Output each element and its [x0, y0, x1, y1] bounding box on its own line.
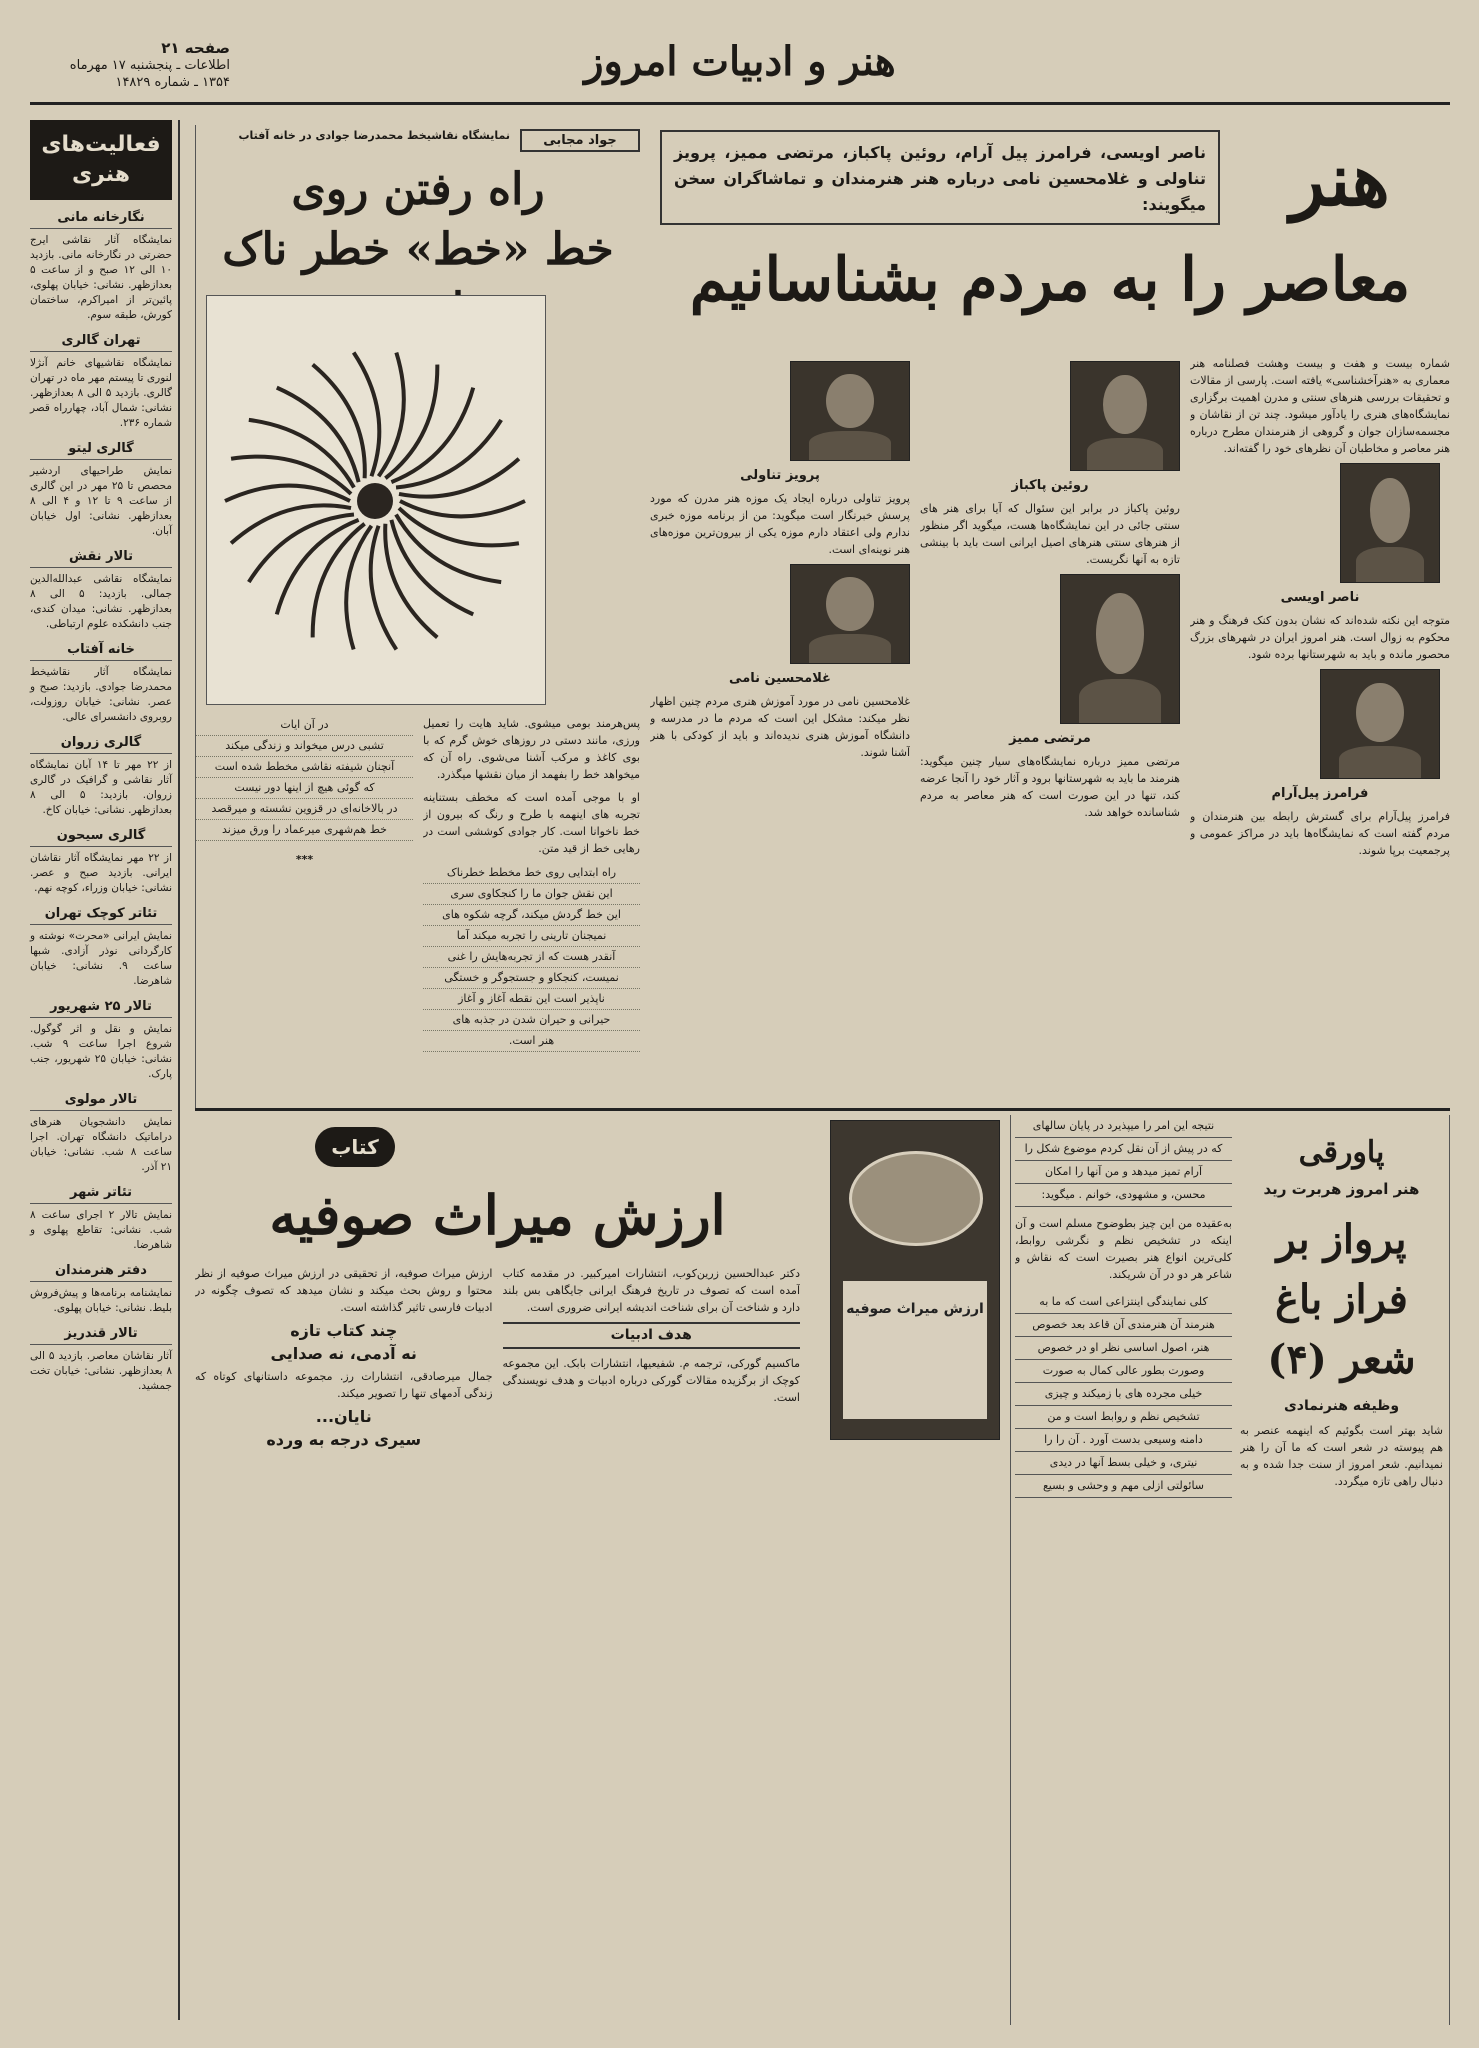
section-tag: کتاب — [315, 1127, 395, 1167]
text-line: این نقش جوان ما را کنجکاوی سری — [423, 884, 640, 905]
calligraphy-stroke — [346, 526, 371, 650]
paragraph: او با موجی آمده است که مخطف بستناینه تجربه های اینهمه با طرح و رنگ که بیرون از خط ناخوانا است. کار جوادی کوششی است در رهایی خط از قید متن. — [423, 791, 640, 855]
gallery-entry — [30, 549, 172, 632]
photo-caption: مرتضی ممیز — [1009, 731, 1091, 746]
text-line: راه ابتدایی روی خط مخطط خطرناک — [423, 863, 640, 884]
text-line: خیلی مجرده های با زمیکند و چیزی — [1015, 1383, 1232, 1406]
portrait-photo — [1340, 463, 1440, 583]
gallery-title: نگارخانه مانی — [30, 210, 172, 229]
gallery-title: تالار نقش — [30, 549, 172, 568]
text-line: هنر، اصول اساسی نظر او در خصوص — [1015, 1337, 1232, 1360]
paragraph: ماکسیم گورکی، ترجمه م. شفیعیها، انتشارات بابک. این مجموعه کوچک از برگزیده مقالات گورکی درباره ادبیات و هدف نویسندگی است. — [502, 1357, 800, 1404]
article-column — [423, 715, 640, 1110]
issue-info — [40, 40, 230, 91]
lined-text — [1015, 1115, 1232, 1207]
issue-line: اطلاعات ـ پنجشنبه ۱۷ مهرماه — [69, 58, 230, 73]
gallery-text: نمایش طراحیهای اردشیر محصص تا ۲۵ مهر در این گالری از ساعت ۹ تا ۱۲ و ۴ الی ۸ بعدازظهر. نشانی: اول خیابان آبان. — [30, 465, 173, 537]
photo-caption: غلامحسین نامی — [729, 671, 831, 686]
cover-title: ارزش میراث صوفیه — [843, 1281, 987, 1419]
gallery-entry — [30, 210, 172, 323]
serial-tag: پاورقی — [1298, 1135, 1385, 1170]
calligraphy-stroke — [400, 501, 525, 516]
calligraphy-stroke — [225, 486, 350, 501]
text-line: هنرمند آن هنرمندی آن قاعد بعد خصوص — [1015, 1314, 1232, 1337]
gallery-entry — [30, 333, 172, 431]
serial-headline: پرواز بر فراز باغ شعر (۴) — [1267, 1216, 1416, 1383]
photo-caption: پرویز تناولی — [740, 468, 820, 483]
gallery-entry — [30, 642, 172, 725]
gallery-entry — [30, 828, 172, 896]
text-line: این خط گردش میکند، گرچه شکوه های — [423, 905, 640, 926]
article-column — [650, 355, 910, 1110]
calligraphy-article — [195, 125, 640, 1110]
photo-caption: ناصر اویسی — [1280, 590, 1360, 605]
paragraph: پرویز تناولی درباره ایجاد یک موزه هنر مدرن که مورد پرسش خبرنگار است میگوید: من از برنامه موزه خبری ندارم ولی اعتقاد دارم موزه یکی از بیرون‌ترین موزه‌های هنر نوینه‌ای است. — [650, 492, 910, 556]
gallery-title: گالری لیتو — [30, 441, 172, 460]
calligraphy-stroke — [396, 515, 501, 583]
gallery-entry — [30, 735, 172, 818]
gallery-text: نمایش ایرانی «محرت» نوشته و کارگردانی نوذر آزادی. شبها ساعت ۹. نشانی: خیابان شاهرضا. — [30, 930, 172, 987]
lined-text — [1015, 1291, 1232, 1498]
book-review — [195, 1115, 800, 2025]
page-number: صفحه ۲۱ — [161, 39, 230, 57]
gallery-text: نمایش تالار ۲ اجرای ساعت ۸ شب. نشانی: تقاطع پهلوی و شاهرضا. — [30, 1209, 172, 1251]
paragraph: متوجه این نکته شده‌اند که نشان بدون کنک فرهنگ و هنر محکوم به زوال است. هنر امروز ایران در شهرهای بزرگ محصور مانده و باید به شهرستانها برده شود. — [1190, 614, 1450, 661]
article-column — [196, 715, 413, 1110]
gallery-entry — [30, 1326, 172, 1394]
text-line: حیرانی و حیران شدن در جذبه های — [423, 1010, 640, 1031]
paragraph: به‌عقیده من این چیز بطوضوح مسلم است و آن اینکه در تشخیص نظم و نگرشی روابط، کلی‌ترین انواع هنر بصیرت است که نقاش و شاعر هر دو در آن شریکند. — [1015, 1217, 1232, 1281]
paragraph: شاید بهتر است بگوئیم که اینهمه عنصر به هم پیوسته در شعر است که ما آن را هنر نمیدانیم. شعر امروز از سنت جدا شده و به دنبال راهی تازه میگردد. — [1240, 1424, 1443, 1488]
article-columns — [195, 1265, 800, 2025]
gallery-title: تئاتر شهر — [30, 1185, 172, 1204]
gallery-text: نمایشگاه آثار نقاشیخط محمدرضا جوادی. بازدید: صبح و عصر. نشانی: خیابان روزولت، روبروی دانشسرای عالی. — [30, 666, 172, 723]
events-sidebar — [30, 120, 180, 2020]
article-column — [195, 1265, 493, 2025]
text-line: آرام تمیز میدهد و من آنها را امکان — [1015, 1161, 1232, 1184]
main-article — [650, 125, 1450, 1110]
sun-calligraphy-icon — [205, 296, 545, 706]
verse-block — [423, 863, 640, 1052]
gallery-text: نمایش و نقل و اثر گوگول. شروع اجرا ساعت ۹ شب. نشانی: خیابان ۲۵ شهریور، جنب پارک. — [30, 1023, 172, 1080]
text-line: نیتری، و خیلی بسط آنها در دیدی — [1015, 1452, 1232, 1475]
section-break: *** — [295, 853, 314, 866]
text-line: در بالاخانه‌ای در قزوین نشسته و میرقصد — [196, 799, 413, 820]
gallery-title: تالار ۲۵ شهریور — [30, 999, 172, 1018]
subheading: نایان... — [315, 1407, 372, 1426]
text-line: دامنه وسیعی بدست آورد . آن را را — [1015, 1429, 1232, 1452]
gallery-title: تئاتر کوچک تهران — [30, 906, 172, 925]
calligraphy-stroke — [385, 524, 437, 638]
text-line: تشبی درس میخواند و زندگی میکند — [196, 736, 413, 757]
gallery-title: دفتر هنرمندان — [30, 1263, 172, 1282]
lead-box: ناصر اویسی، فرامرز پیل آرام، روئین پاکباز، مرتضی ممیز، پرویز تناولی و غلامحسین نامی درباره هنر هنرمندان و تماشاگران سخن میگویند: — [660, 130, 1220, 225]
subheading: سیری درجه به ورده — [266, 1430, 422, 1449]
gallery-title: گالری سیحون — [30, 828, 172, 847]
headline-line2: خط «خط» خطر ناک — [222, 224, 614, 275]
gallery-entry — [30, 1185, 172, 1253]
text-line: که گوئی هیچ از اینها دور نیست — [196, 778, 413, 799]
paragraph: ارزش میراث صوفیه، از تحقیقی در ارزش میراث صوفیه از نظر محتوا و روش بحث میکند و نشان میدهد که تصوف چگونه در ادبیات فارسی تاثیر گذاشته است. — [195, 1267, 493, 1314]
article-columns — [196, 715, 640, 1110]
gallery-entry — [30, 1263, 172, 1316]
portrait-photo — [790, 564, 910, 664]
gallery-text: نمایش دانشجویان هنرهای دراماتیک دانشگاه تهران. اجرا ساعت ۸ شب. نشانی: خیابان ۲۱ آذر. — [30, 1116, 172, 1173]
text-line: در آن ایات — [196, 715, 413, 736]
paragraph: روئین پاکباز در برابر این سئوال که آیا برای هنر های سنتی جائی در این نمایشگاه‌ها هست، میگوید اگر منظور از هنرهای سنتی هنرهای اصیل ایرانی است باید با بینشی تازه به آنها نگریست. — [920, 502, 1180, 566]
article-column — [1190, 355, 1450, 1110]
text-line: آنقدر هست که از تجربه‌هایش را غنی — [423, 947, 640, 968]
text-line: سائولتی ازلی مهم و وحشی و بسیع — [1015, 1475, 1232, 1498]
calligraphy-stroke — [354, 353, 380, 477]
serial-subtitle: هنر امروز هربرت رید — [1263, 1180, 1420, 1198]
calligraphy-stroke — [371, 526, 397, 650]
paragraph: غلامحسین نامی در مورد آموزش هنری مردم چنین اظهار نظر میکند: مشکل این است که مردم ما در مدرسه و دانشگاه آموزش هنری ندیده‌اند و باید از کودکی با هنر آشنا شوند. — [650, 695, 910, 759]
gallery-title: تالار مولوی — [30, 1092, 172, 1111]
portrait-photo — [1060, 574, 1180, 724]
portrait-photo — [1320, 669, 1440, 779]
portrait-photo — [790, 361, 910, 461]
text-line: که در پیش از آن نقل کردم موضوع شکل را — [1015, 1138, 1232, 1161]
book-headline: ارزش میراث صوفیه — [269, 1183, 726, 1247]
article-column — [503, 1265, 801, 2025]
headline-line1: راه رفتن روی — [291, 164, 545, 215]
gallery-entry — [30, 1092, 172, 1175]
masthead — [30, 30, 1450, 105]
serial-continuation — [1010, 1115, 1232, 2025]
text-line: هنر است. — [423, 1031, 640, 1052]
verse-block — [196, 715, 413, 841]
paragraph: پس‌هرمند بومی میشوی. شاید هایت را تعمیل ورزی، مانند دستی در روزهای خوش گرم که با بوی کاغذ و مرکب آشنا می‌شوی. راه آن که میخواهد خط را بفهمد از میان نقشها میگذرد. — [423, 717, 640, 781]
gallery-text: نمایشگاه نقاشیهای خانم آنژلا لنوری تا پیستم مهر ماه در تهران گالری. بازدید ۵ الی ۸ بعدازظهر. نشانی: شمال آباد، چهارراه قصر شماره ۲۳۶. — [30, 357, 172, 429]
calligraphy-stroke — [379, 353, 404, 477]
paragraph: جمال میرصادقی، انتشارات رز. مجموعه داستانهای کوتاه که زندگی آدمهای تنها را تصویر میکند. — [195, 1370, 493, 1400]
calligraphy-stroke — [249, 420, 354, 488]
article-column — [920, 355, 1180, 1110]
text-line: وصورت بطور عالی کمال به صورت — [1015, 1360, 1232, 1383]
text-line: محسن، و مشهودی، خوانم . میگوید: — [1015, 1184, 1232, 1207]
book-cover-image — [830, 1120, 1000, 1440]
gallery-text: از ۲۲ مهر نمایشگاه آثار نقاشان ایرانی. بازدید صبح و عصر. نشانی: خیابان وزراء، کوچه نهم. — [30, 852, 172, 894]
gallery-title: تالار قندریز — [30, 1326, 172, 1345]
gallery-text: نمایشگاه نقاشی عبدالله‌الدین جمالی. بازدید: ۵ الی ۸ بعدازظهر. نشانی: میدان کندی، جنب دانشکده علوم ارتباطی. — [30, 573, 172, 630]
paragraph: فرامرز پیل‌آرام برای گسترش رابطه بین هنرمندان و مردم گفته است که نمایشگاه‌ها باید در مراکز عمومی و پرجمعیت برپا شوند. — [1190, 810, 1450, 857]
serial-column — [1240, 1115, 1450, 2025]
text-line: نمیست، کنجکاو و جستجوگر و خستگی — [423, 968, 640, 989]
text-line: آنچنان شیفته نقاشی مخطط شده است — [196, 757, 413, 778]
main-headline: معاصر را به مردم بشناسانیم — [689, 245, 1411, 315]
article-subtitle: نمایشگاه نقاشیخط محمدرضا جوادی در خانه آفتاب — [238, 129, 510, 142]
text-line: نمیجنان تارینی را تجربه میکند آما — [423, 926, 640, 947]
portrait-photo — [1070, 361, 1180, 471]
text-line: نتیجه این امر را میپذیرد در پایان سالهای — [1015, 1115, 1232, 1138]
paragraph: شماره بیست و هفت و بیست وهشت فصلنامه هنر معماری به «هنرآخشناسی» یافته است. پارسی از مقالات و تحقیقات بررسی هنرهای سنتی و مدرن اهمیت برگزاری نمایشگاه‌های هنری را یادآور میشود. چند تن از نقاشان و مجسمه‌سازان جوان و گروهی از هنرمندان مطرح درباره هنر معاصر و مخاطبان آن نظرهای خود را گفته‌اند. — [1190, 357, 1450, 455]
text-line: ناپذیر است این نقطه آغاز و آغاز — [423, 989, 640, 1010]
gallery-list — [30, 210, 172, 1394]
gallery-title: گالری زروان — [30, 735, 172, 754]
section-divider — [195, 1108, 1450, 1111]
gallery-text: آثار نقاشان معاصر. بازدید ۵ الی ۸ بعدازظهر. نشانی: خیابان تخت جمشید. — [30, 1350, 172, 1392]
masthead-title: هنر و ادبیات امروز — [584, 38, 896, 85]
gallery-title: خانه آفتاب — [30, 642, 172, 661]
paragraph: دکتر عبدالحسین زرین‌کوب، انتشارات امیرکبیر. در مقدمه کتاب آمده است که تصوف در تاریخ فرهنگ ایرانی جایگاهی بس بلند دارد و شناخت آن برای شناخت اندیشه ایرانی ضروری است. — [502, 1267, 800, 1314]
subheading: هدف ادبیات — [503, 1322, 801, 1349]
gallery-text: نمایشگاه آثار نقاشی ایرج حضرتی در نگارخانه مانی. بازدید ۱۰ الی ۱۲ صبح و از ساعت ۵ بعدازظهر. نشانی: خیابان پهلوی، پائین‌تر از امیراکرم، ساختمان کورش، طبقه سوم. — [30, 234, 173, 321]
bowl-icon — [849, 1151, 983, 1246]
subheading: چند کتاب تازه — [290, 1321, 398, 1340]
text-line: کلی نمایندگی اینتزاعی است که ما به — [1015, 1291, 1232, 1314]
gallery-entry — [30, 441, 172, 539]
article-columns — [650, 355, 1450, 1110]
photo-caption: فرامرز پیل‌آرام — [1271, 786, 1369, 801]
calligraphy-stroke — [313, 365, 365, 479]
calligraphy-artwork-image — [206, 295, 546, 705]
article-author: جواد مجابی — [520, 129, 640, 152]
gallery-title: تهران گالری — [30, 333, 172, 352]
issue-number: ۱۳۵۴ ـ شماره ۱۴۸۲۹ — [115, 75, 230, 90]
text-line: تشخیص نظم و روابط است و من — [1015, 1406, 1232, 1429]
gallery-text: نمایشنامه برنامه‌ها و پیش‌فروش بلیط. نشانی: خیابان پهلوی. — [30, 1287, 172, 1314]
gallery-text: از ۲۲ مهر تا ۱۴ آبان نمایشگاه آثار نقاشی و گرافیک در گالری زروان. بازدید: ۵ الی ۸ بعدازظهر. نشانی: خیابان کاخ. — [30, 759, 172, 816]
photo-caption: روئین پاکباز — [1011, 478, 1089, 493]
sidebar-header: فعالیت‌های هنری — [30, 120, 172, 200]
subheading: نه آدمی، نه صدایی — [270, 1344, 417, 1363]
gallery-entry — [30, 999, 172, 1082]
gallery-entry — [30, 906, 172, 989]
serial-author: وظیفه هنرنمادی — [1283, 1398, 1400, 1414]
paragraph: مرتضی ممیز درباره نمایشگاه‌های سیار چنین میگوید: هنرمند ما باید به شهرستانها برود و آثار خود را آنجا عرضه کند، تنها در این صورت است که هنر معاصر به مردم شناسانده خواهد شد. — [920, 755, 1180, 819]
kicker-title: هنر — [1290, 137, 1390, 222]
text-line: خط هم‌شهری میرعماد را ورق میزند — [196, 820, 413, 841]
